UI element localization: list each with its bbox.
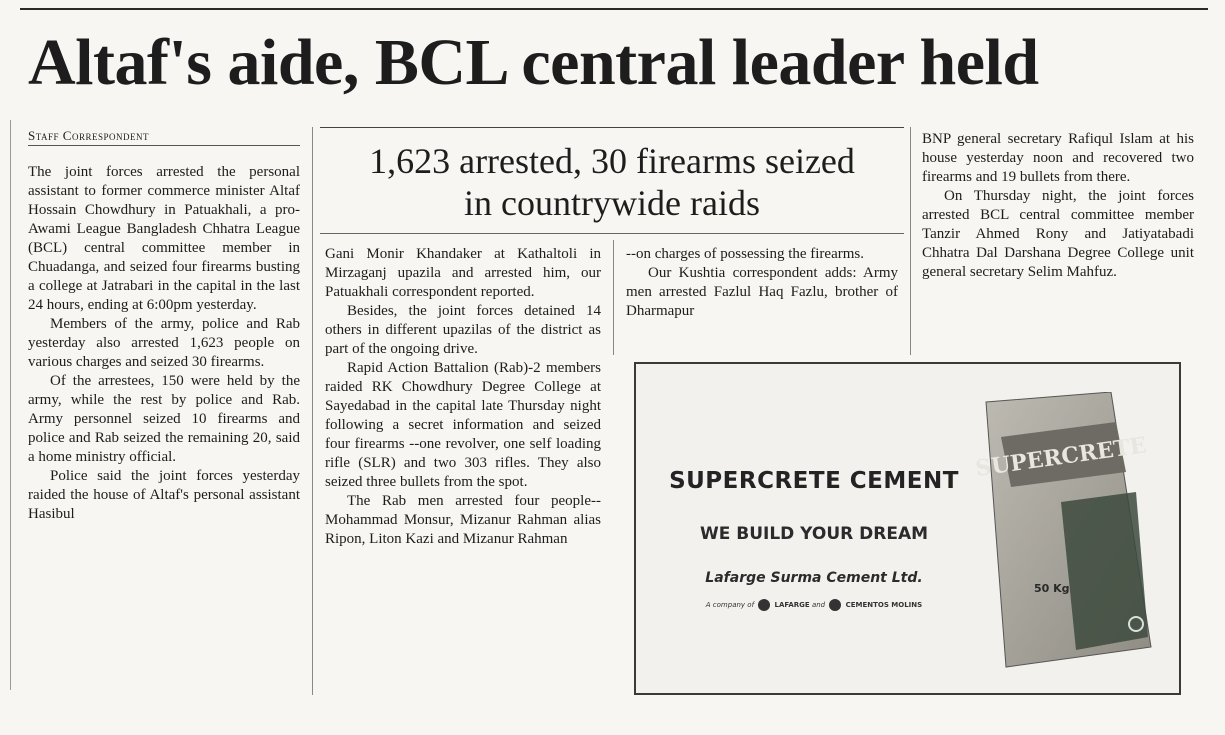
headline: Altaf's aide, BCL central leader held — [28, 26, 1039, 99]
byline-rule — [28, 145, 300, 146]
ad-affiliation — [654, 599, 974, 611]
byline: Staff Correspondent — [28, 128, 149, 143]
paragraph: Besides, the joint forces detained 14 others in different upazilas of the district as part of the ongoing drive. — [325, 303, 601, 357]
subhead-top-rule — [320, 127, 904, 128]
paragraph: The joint forces arrested the personal assistant to former commerce minister Altaf Hossain Chowdhury in Patuakhali, a pro-Awami League Bangladesh Chhatra League (BCL) central committee member in Chuadanga, and seized four firearms busting a college at Jatrabari in the capital in the last 24 hours, ending at 6:00pm yesterday. — [28, 164, 300, 313]
paragraph: Members of the army, police and Rab yesterday also arrested 1,623 people on various charges and seized 30 firearms. — [28, 316, 300, 370]
subhead-line-1: 1,623 arrested, 30 firearms seized — [369, 141, 855, 181]
subhead-line-2: in countrywide raids — [464, 183, 760, 223]
molins-logo-icon — [829, 599, 841, 611]
ad-slogan: WE BUILD YOUR DREAM — [699, 524, 929, 544]
column-4 — [922, 130, 1194, 282]
column-1 — [28, 163, 300, 524]
column-rule — [613, 240, 614, 355]
ad-affiliation-molins: CEMENTOS MOLINS — [845, 601, 923, 609]
subhead-bottom-rule — [320, 233, 904, 234]
ad-brand: SUPERCRETE CEMENT — [669, 468, 959, 494]
lafarge-logo-icon — [758, 599, 770, 611]
subheadline — [320, 140, 904, 224]
top-rule — [20, 8, 1208, 10]
paragraph: --on charges of possessing the firearms. — [626, 246, 864, 262]
column-3 — [626, 245, 898, 321]
ad-affiliation-lafarge: LAFARGE — [774, 601, 810, 609]
ad-company: Lafarge Surma Cement Ltd. — [705, 570, 923, 586]
paragraph: Of the arrestees, 150 were held by the army, while the rest by police and Rab. Army personnel seized 10 firearms and police and Rab seized the remaining 20, said a home ministry official. — [28, 373, 300, 465]
ad-affiliation-and: and — [811, 601, 826, 609]
column-2 — [325, 245, 601, 549]
advertisement[interactable] — [634, 362, 1181, 695]
paragraph: Our Kushtia correspondent adds: Army men arrested Fazlul Haq Fazlu, brother of Dharmapur — [626, 265, 898, 319]
column-rule — [910, 127, 911, 355]
paragraph: Police said the joint forces yesterday raided the house of Altaf's personal assistant Hasibul — [28, 468, 300, 522]
paragraph: On Thursday night, the joint forces arrested BCL central committee member Tanzir Ahmed Rony and Jatiyatabadi Chhatra Dal Darshana Degree College unit general secretary Selim Mahfuz. — [922, 188, 1194, 280]
bag-brand-text: SUPERCRETE — [973, 432, 1149, 482]
column-rule — [312, 127, 313, 695]
paragraph: Rapid Action Battalion (Rab)-2 members raided RK Chowdhury Degree College at Sayedabad in the capital late Thursday night following a secret information and seized four firearms --one revolver, one self loading rifle (SLR) and two 303 rifles. They also seized three bullets from the spot. — [325, 360, 601, 490]
paragraph: The Rab men arrested four people--Mohammad Monsur, Mizanur Rahman alias Ripon, Liton Kazi and Mizanur Rahman — [325, 493, 601, 547]
cement-bag-icon — [966, 392, 1166, 672]
paragraph: Gani Monir Khandaker at Kathaltoli in Mirzaganj upazila and arrested him, our Patuakhali correspondent reported. — [325, 246, 601, 300]
bag-weight-text: 50 Kg — [1034, 582, 1070, 595]
paragraph: BNP general secretary Rafiqul Islam at his house yesterday noon and recovered two firearms and 19 bullets from there. — [922, 131, 1194, 185]
left-margin-rule — [10, 120, 11, 690]
ad-affiliation-prefix: A company of — [705, 601, 755, 609]
bag-dark-panel — [1061, 492, 1148, 650]
